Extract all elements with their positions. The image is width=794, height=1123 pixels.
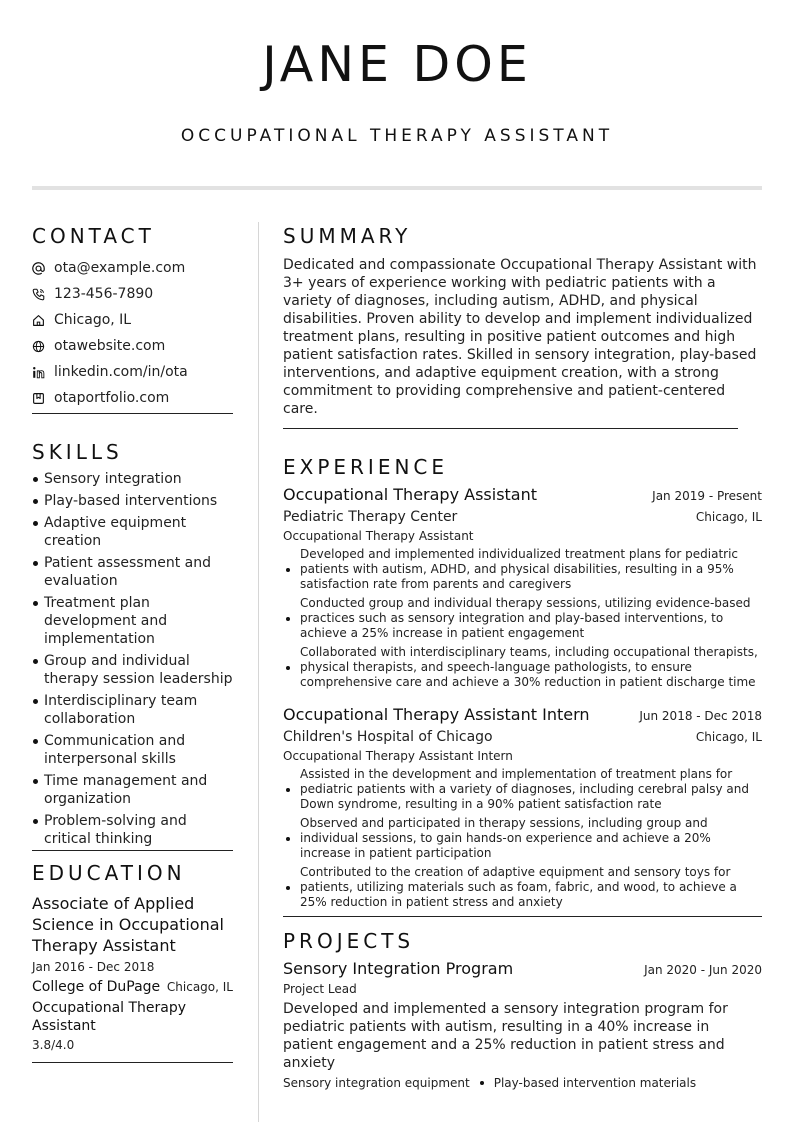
skill-item: Group and individual therapy session leadership (32, 652, 233, 688)
skill-item: Sensory integration (32, 470, 233, 488)
projects-section (283, 927, 762, 1090)
tag-separator (480, 1081, 484, 1085)
contact-section (32, 222, 233, 414)
job-role: Occupational Therapy Assistant Intern (283, 749, 513, 763)
skill-item: Treatment plan development and implementation (32, 594, 233, 648)
skill-item: Interdisciplinary team collaboration (32, 692, 233, 728)
job-bullet: Assisted in the development and implementation of treatment plans for pediatric patients with a variety of diagnoses, including cerebral palsy and Down syndrome, resulting in a 90% patient satisfaction rate (283, 767, 762, 812)
contact-heading: CONTACT (32, 224, 155, 248)
job-bullet: Observed and participated in therapy sessions, including group and individual sessions, to gain hands-on experience and achieve a 20% increase in patient participation (283, 816, 762, 861)
linkedin-icon (32, 365, 54, 379)
education-dates: Jan 2016 - Dec 2018 (32, 960, 155, 974)
job-bullets (283, 767, 762, 910)
education-field: Occupational Therapy Assistant (32, 1000, 187, 1034)
skill-item: Play-based interventions (32, 492, 233, 510)
job-bullet: Developed and implemented individualized treatment plans for pediatric patients with autism, ADHD, and physical disabilities, resulting in a 95% satisfaction rate from parents and caregivers (283, 547, 762, 592)
candidate-name: JANE DOE (262, 36, 532, 93)
project-entry (283, 959, 762, 1090)
project-tag: Play-based intervention materials (493, 1076, 697, 1090)
skill-item: Patient assessment and evaluation (32, 554, 233, 590)
job-entry (283, 485, 762, 690)
contact-linkedin[interactable] (32, 359, 233, 385)
project-role: Project Lead (283, 982, 357, 996)
header-divider (32, 186, 762, 190)
skill-item: Problem-solving and critical thinking (32, 812, 233, 848)
contact-location (32, 307, 233, 333)
job-title: Occupational Therapy Assistant (283, 485, 538, 504)
experience-heading: EXPERIENCE (283, 455, 449, 479)
globe-icon (32, 339, 54, 353)
education-gpa: 3.8/4.0 (32, 1038, 75, 1052)
skills-divider (32, 850, 233, 851)
skills-section (32, 438, 233, 851)
job-bullet: Conducted group and individual therapy sessions, utilizing evidence-based practices such as sensory integration and play-based interventions, to achieve a 25% increase in patient engagement (283, 596, 762, 641)
job-title-row (283, 705, 762, 724)
summary-heading: SUMMARY (283, 224, 412, 248)
left-column (32, 222, 233, 1063)
contact-phone-text: 123-456-7890 (54, 286, 154, 302)
project-dates: Jan 2020 - Jun 2020 (644, 963, 762, 977)
skill-item: Time management and organization (32, 772, 233, 808)
job-bullet: Collaborated with interdisciplinary teams, including occupational therapists, physical therapists, and speech-language pathologists, to ensure comprehensive care and achieve a 30% reduction in patient discharge time (283, 645, 762, 690)
contact-portfolio[interactable] (32, 385, 233, 411)
column-divider (258, 222, 259, 1122)
experience-section (283, 453, 762, 917)
education-heading: EDUCATION (32, 861, 186, 885)
portfolio-icon (32, 391, 54, 405)
job-bullet: Contributed to the creation of adaptive equipment and sensory toys for patients, utilizing materials such as foam, fabric, and wood, to achieve a 25% reduction in patient stress and anxiety (283, 865, 762, 910)
education-section (32, 859, 233, 1063)
project-tag: Sensory integration equipment (283, 1076, 470, 1090)
skill-item: Communication and interpersonal skills (32, 732, 233, 768)
projects-heading: PROJECTS (283, 929, 415, 953)
phone-icon (32, 287, 54, 301)
skills-heading: SKILLS (32, 440, 123, 464)
skill-item: Adaptive equipment creation (32, 514, 233, 550)
contact-portfolio-text: otaportfolio.com (54, 390, 170, 406)
job-company: Children's Hospital of Chicago (283, 729, 493, 745)
right-column (283, 222, 762, 1090)
job-title: Occupational Therapy Assistant Intern (283, 705, 590, 724)
summary-section (283, 222, 762, 429)
experience-divider (283, 916, 762, 917)
job-bullets (283, 547, 762, 690)
at-icon (32, 261, 54, 275)
contact-divider (32, 413, 233, 414)
job-company-row (283, 729, 762, 745)
education-degree: Associate of Applied Science in Occupational Therapy Assistant (32, 894, 224, 955)
contact-email[interactable] (32, 255, 233, 281)
contact-website[interactable] (32, 333, 233, 359)
education-school-row (32, 979, 233, 995)
job-title-row (283, 485, 762, 504)
project-title-row (283, 959, 762, 978)
education-location: Chicago, IL (166, 980, 233, 994)
candidate-title: OCCUPATIONAL THERAPY ASSISTANT (180, 126, 614, 146)
skills-list (32, 470, 233, 848)
contact-linkedin-text: linkedin.com/in/ota (54, 364, 188, 380)
job-role: Occupational Therapy Assistant (283, 529, 474, 543)
job-company-row (283, 509, 762, 525)
job-entry (283, 705, 762, 910)
summary-text: Dedicated and compassionate Occupational Therapy Assistant with 3+ years of experience working with pediatric patients with a variety of diagnoses, including autism, ADHD, and physical disabilities. Proven ability to develop and implement individualized treatment plans, resulting in positive patient outcomes and high patient satisfaction rates. Skilled in sensory integration, play-based interventions, and adaptive equipment creation, with a strong commitment to providing comprehensive and patient-centered care. (283, 257, 757, 417)
education-school: College of DuPage (32, 979, 161, 995)
contact-email-text: ota@example.com (54, 260, 186, 276)
education-divider (32, 1062, 233, 1063)
contact-phone[interactable] (32, 281, 233, 307)
contact-list (32, 255, 233, 411)
job-location: Chicago, IL (695, 730, 762, 744)
job-location: Chicago, IL (695, 510, 762, 524)
project-tags (283, 1076, 762, 1090)
contact-website-text: otawebsite.com (54, 338, 166, 354)
resume-header (0, 0, 794, 190)
project-description: Developed and implemented a sensory integration program for pediatric patients with autism, resulting in a 40% increase in patient engagement and a 25% reduction in patient stress and anxiety (283, 1001, 728, 1071)
job-company: Pediatric Therapy Center (283, 509, 458, 525)
job-dates: Jan 2019 - Present (652, 489, 762, 503)
contact-location-text: Chicago, IL (54, 312, 132, 328)
summary-divider (283, 428, 738, 429)
job-dates: Jun 2018 - Dec 2018 (639, 709, 762, 723)
home-icon (32, 313, 54, 327)
project-title: Sensory Integration Program (283, 959, 514, 978)
